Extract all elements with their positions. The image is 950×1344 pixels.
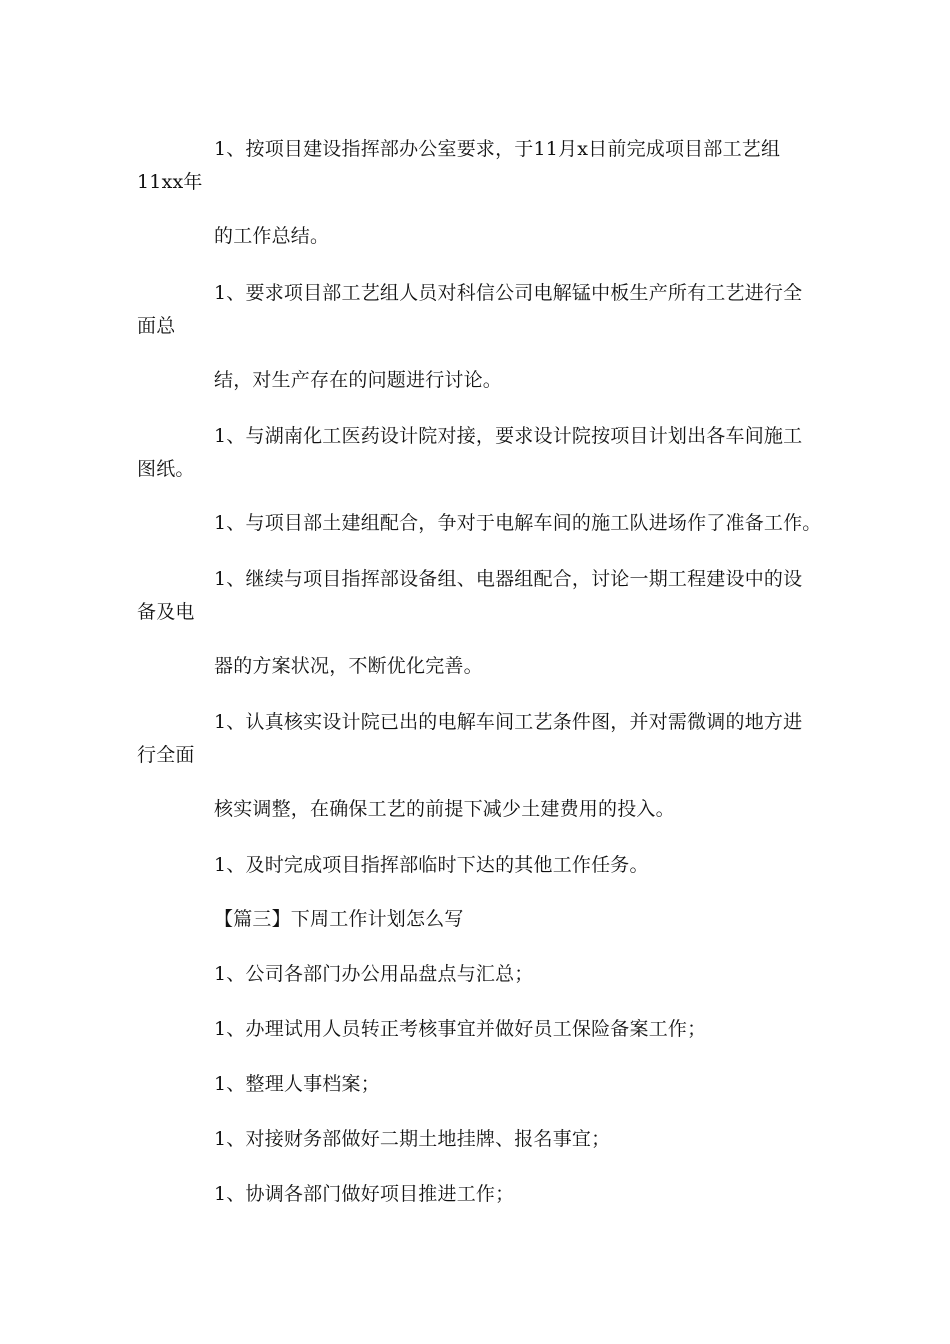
text-line: 核实调整，在确保工艺的前提下减少土建费用的投入。 [214,798,675,820]
text-line: 1、对接财务部做好二期土地挂牌、报名事宜； [214,1128,611,1150]
text-line: 1、及时完成项目指挥部临时下达的其他工作任务。 [214,854,649,876]
text-line: 结，对生产存在的问题进行讨论。 [214,369,503,391]
text-line: 备及电 [137,601,195,623]
text-line: 1、整理人事档案； [214,1073,380,1095]
text-line: 行全面 [137,744,195,766]
text-line: 1、公司各部门办公用品盘点与汇总； [214,963,534,985]
text-line: 器的方案状况，不断优化完善。 [214,655,483,677]
text-line: 1、与项目部土建组配合，争对于电解车间的施工队进场作了准备工作。 [214,512,822,534]
text-line: 面总 [137,315,176,337]
text-line: 1、认真核实设计院已出的电解车间工艺条件图，并对需微调的地方进 [214,711,803,733]
text-line: 1、按项目建设指挥部办公室要求，于11月x日前完成项目部工艺组 [214,138,781,160]
text-line: 的工作总结。 [214,225,330,247]
section-heading: 【篇三】下周工作计划怎么写 [214,908,464,930]
text-line: 1、办理试用人员转正考核事宜并做好员工保险备案工作； [214,1018,707,1040]
text-line: 1、协调各部门做好项目推进工作； [214,1183,515,1205]
text-line: 1、与湖南化工医药设计院对接，要求设计院按项目计划出各车间施工 [214,425,803,447]
text-line: 图纸。 [137,458,195,480]
text-line: 1、要求项目部工艺组人员对科信公司电解锰中板生产所有工艺进行全 [214,282,803,304]
text-line: 1、继续与项目指挥部设备组、电器组配合，讨论一期工程建设中的设 [214,568,803,590]
text-line: 11xx年 [137,171,203,193]
